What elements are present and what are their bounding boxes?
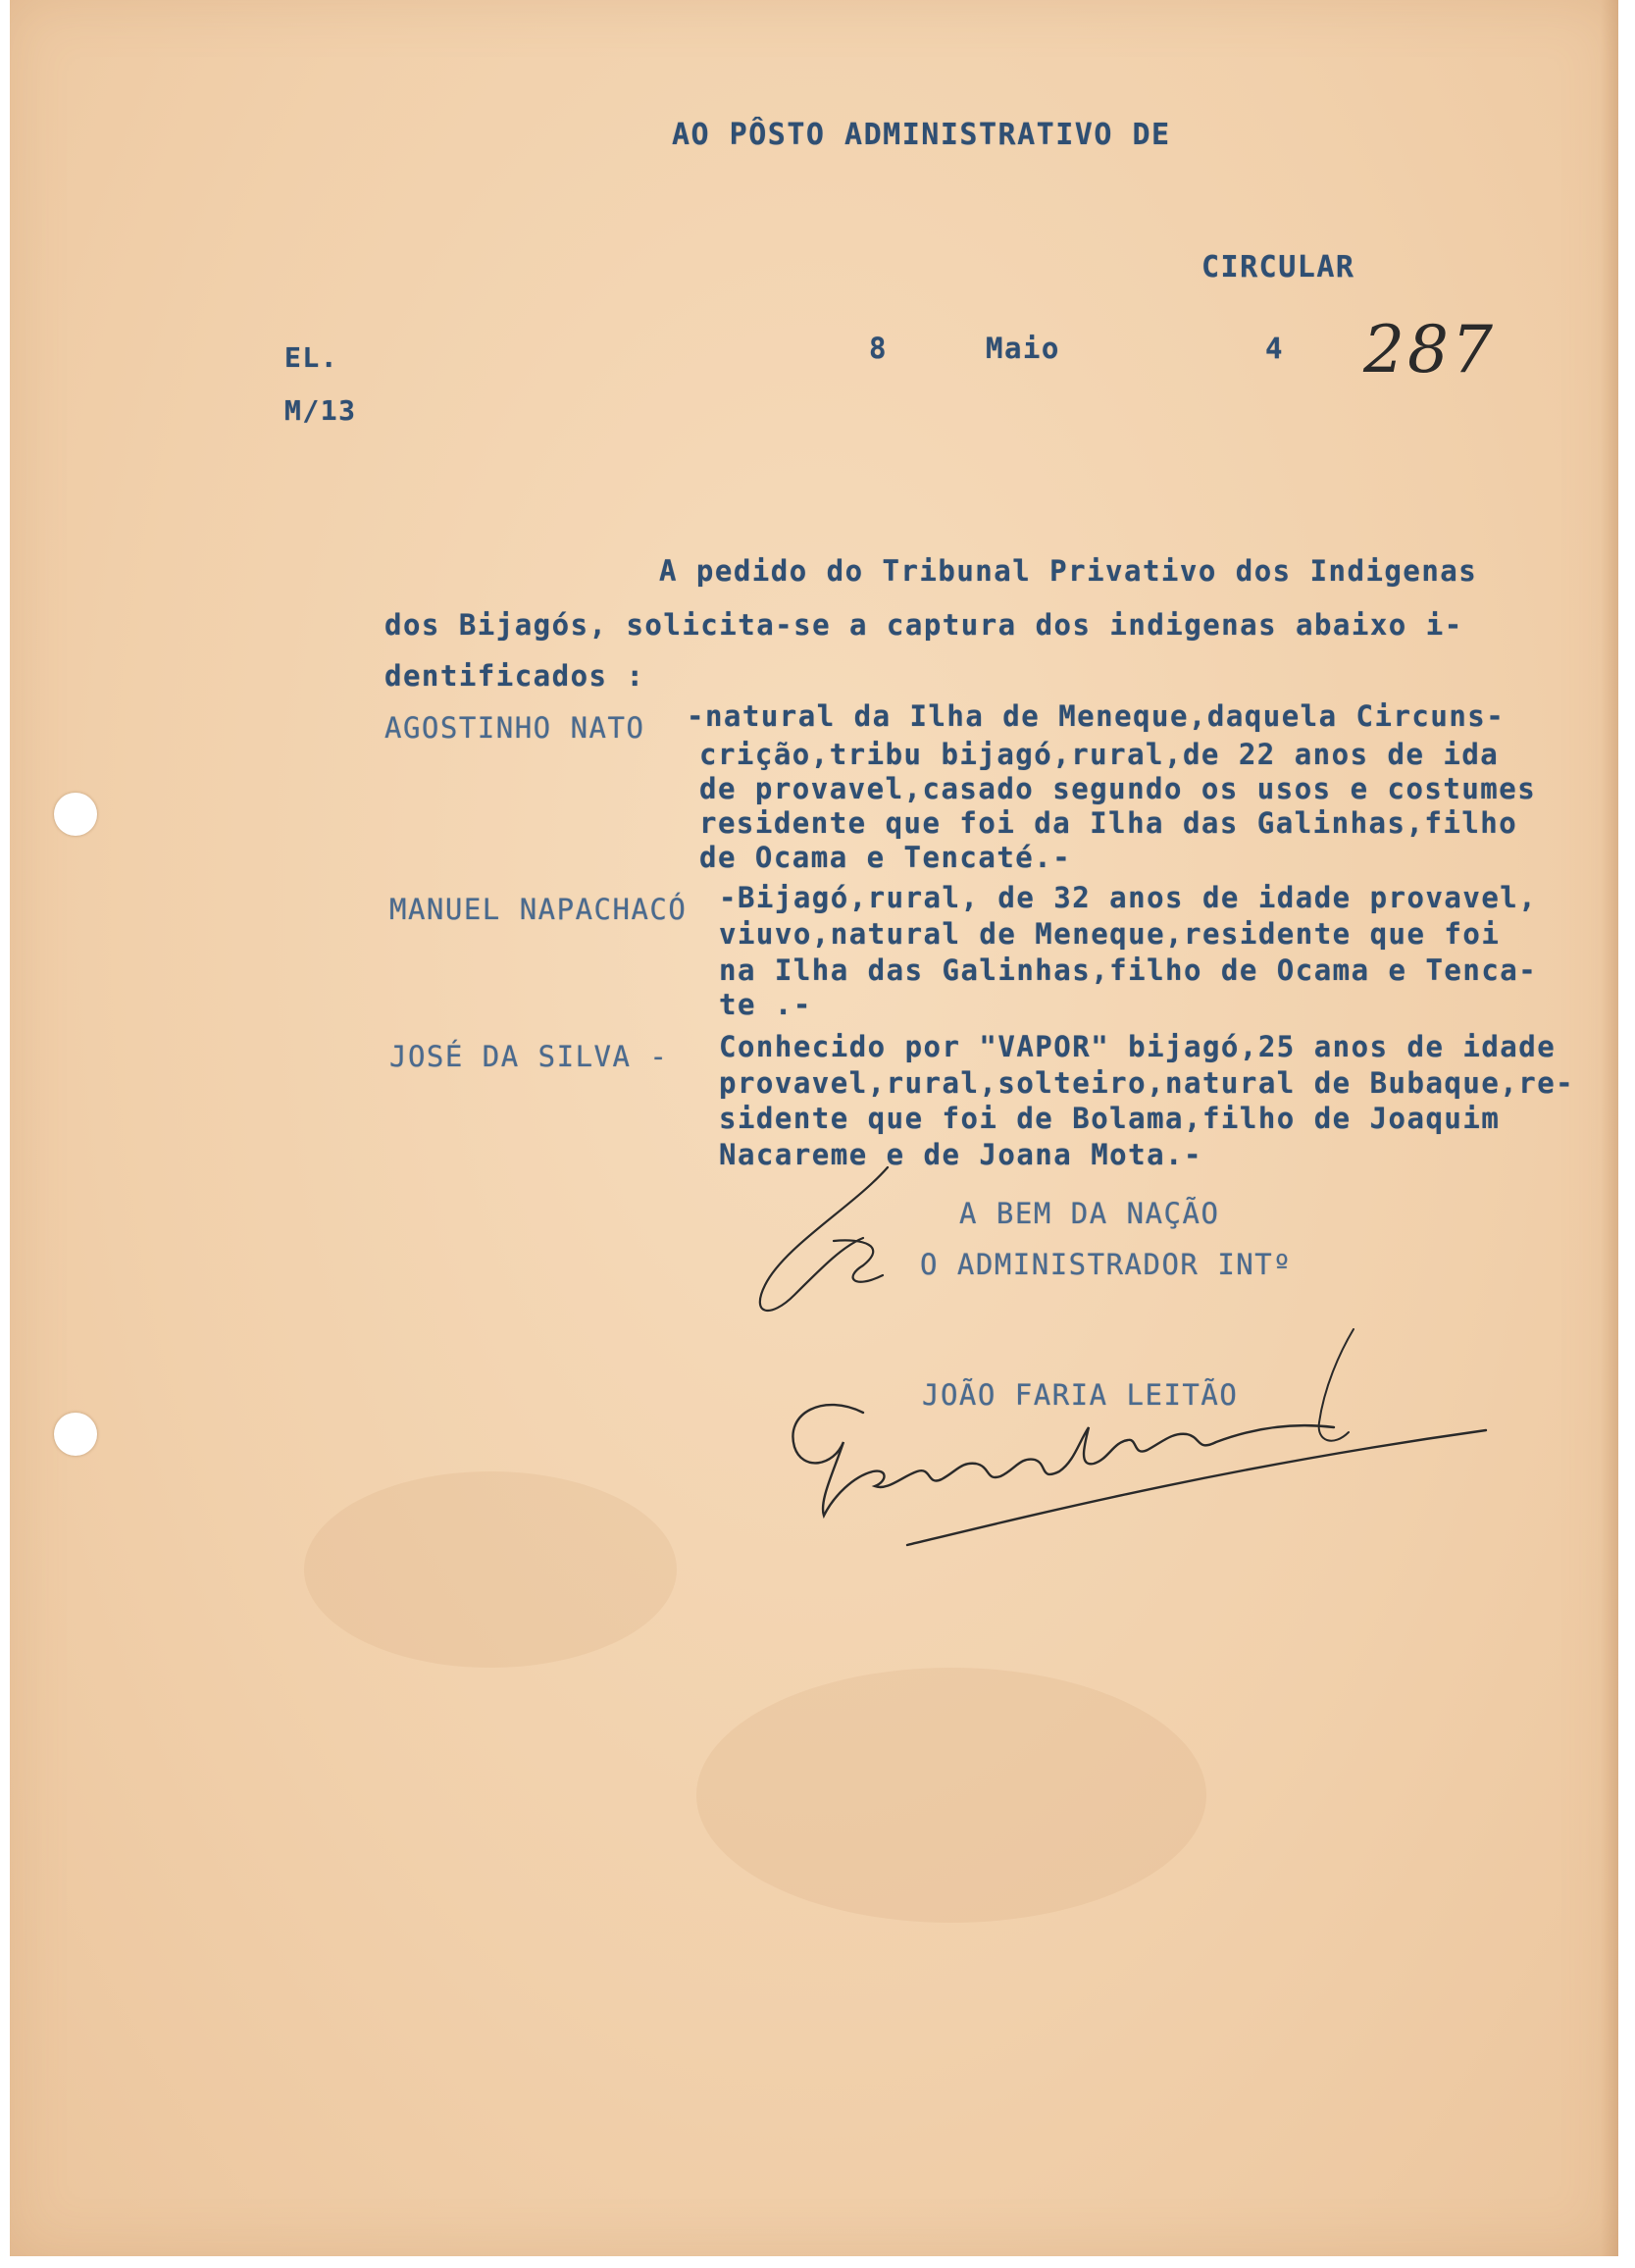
reference-el: EL. — [284, 341, 339, 374]
paper-stain — [304, 1471, 677, 1668]
person-description-line: de Ocama e Tencaté.- — [699, 841, 1072, 874]
intro-line: A pedido do Tribunal Privativo dos Indigenas — [659, 554, 1478, 588]
person-description-line: residente que foi da Ilha das Galinhas,filho — [699, 806, 1518, 840]
person-description-line: sidente que foi de Bolama,filho de Joaquim — [719, 1102, 1501, 1135]
date-year: 4 — [1265, 332, 1284, 365]
person-description-line: Conhecido por "VAPOR" bijagó,25 anos de idade — [719, 1030, 1557, 1063]
person-description-line: provavel,rural,solteiro,natural de Bubaque,re- — [719, 1066, 1575, 1100]
intro-line: dos Bijagós, solicita-se a captura dos indigenas abaixo i- — [384, 608, 1463, 642]
addressee-heading: AO PÔSTO ADMINISTRATIVO DE — [672, 118, 1171, 152]
intro-line: dentificados : — [384, 659, 645, 693]
administrator-name: JOÃO FARIA LEITÃO — [922, 1378, 1239, 1412]
circular-label: CIRCULAR — [1201, 250, 1355, 284]
person-description-line: viuvo,natural de Meneque,residente que foi — [719, 917, 1501, 951]
date-month: Maio — [986, 332, 1060, 365]
handwritten-number: 287 — [1363, 312, 1496, 387]
person-label-jose: JOSÉ DA SILVA - — [389, 1040, 669, 1073]
paper-stain — [696, 1668, 1206, 1923]
person-description-line: -Bijagó,rural, de 32 anos de idade provavel, — [719, 881, 1538, 914]
closing-salutation: A BEM DA NAÇÃO — [959, 1197, 1220, 1230]
person-label-agostinho: AGOSTINHO NATO — [384, 711, 645, 745]
reference-code: M/13 — [284, 394, 357, 427]
person-description-line: crição,tribu bijagó,rural,de 22 anos de ida — [699, 738, 1500, 771]
person-description-line: de provavel,casado segundo os usos e costumes — [699, 772, 1537, 805]
person-description-line: -natural da Ilha de Meneque,daquela Circuns- — [687, 699, 1506, 733]
date-day: 8 — [869, 332, 888, 365]
paper-edge-shadow — [1601, 0, 1618, 2256]
person-description-line: te .- — [719, 988, 812, 1021]
person-label-manuel: MANUEL NAPACHACÓ — [389, 893, 688, 926]
person-description-line: na Ilha das Galinhas,filho de Ocama e Tenca- — [719, 954, 1538, 987]
punch-hole-bottom — [54, 1413, 97, 1456]
punch-hole-top — [54, 793, 97, 836]
person-description-line: Nacareme e de Joana Mota.- — [719, 1138, 1202, 1171]
administrator-title: O ADMINISTRADOR INTº — [920, 1248, 1293, 1281]
